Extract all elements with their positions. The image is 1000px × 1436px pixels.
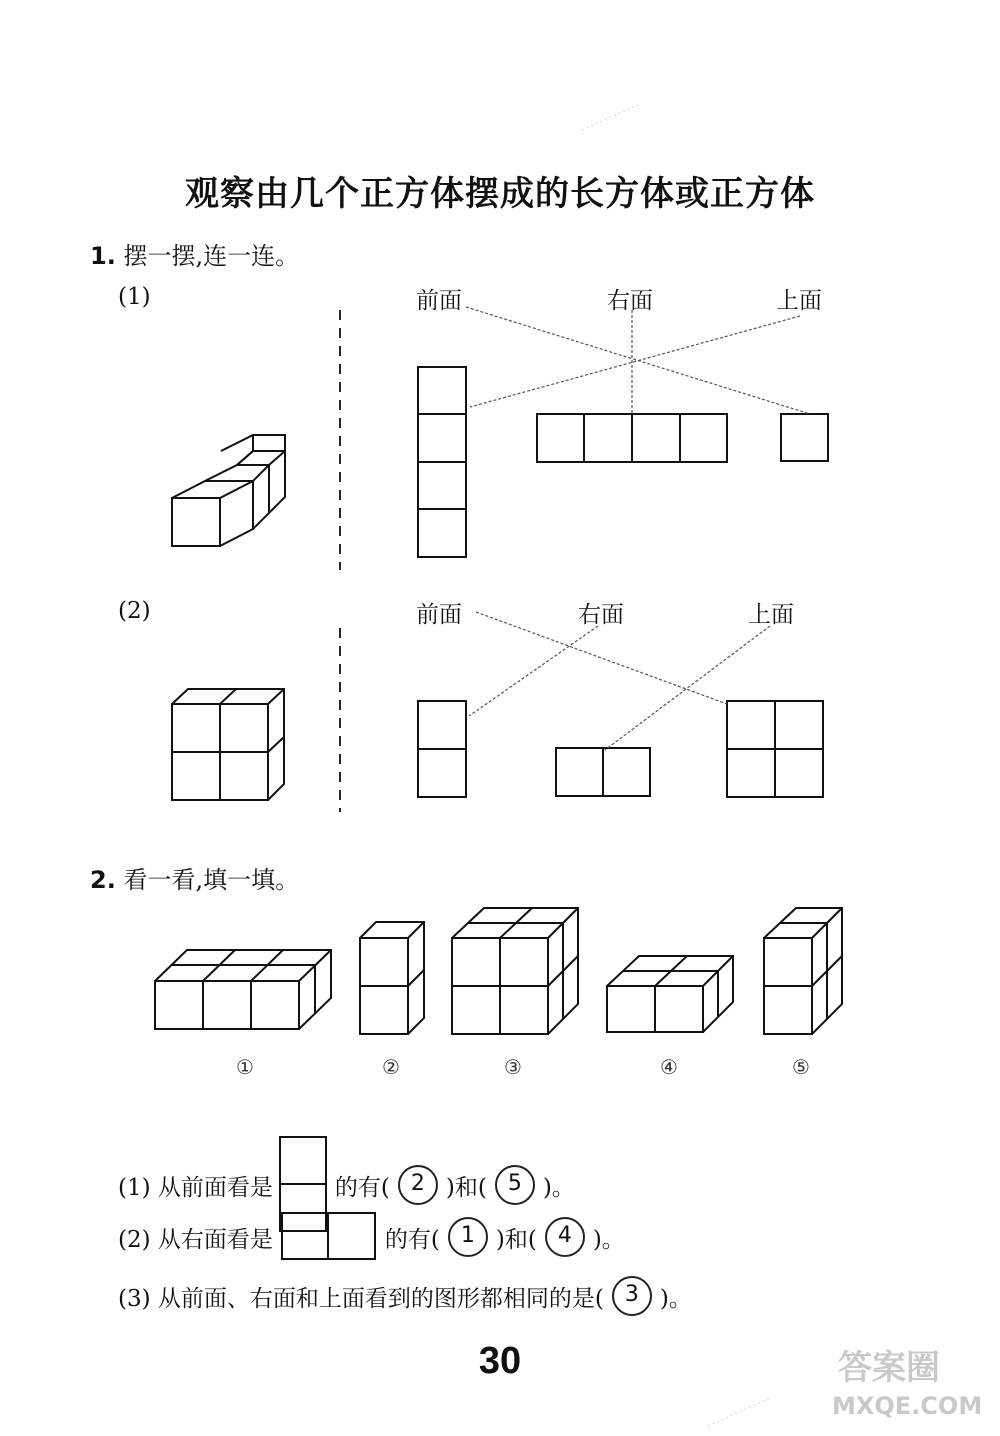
- connector-front-2: [476, 612, 727, 704]
- q2-line-3-answer[interactable]: 3: [612, 1276, 652, 1316]
- q2-line-2-answer-1[interactable]: 1: [448, 1217, 488, 1257]
- q2-line-2-answer-2[interactable]: 4: [545, 1217, 585, 1257]
- watermark-url: MXQE.COM: [832, 1392, 983, 1420]
- q2-figure-4: [607, 956, 733, 1032]
- q2-line-2-mid: 的有(: [384, 1226, 440, 1253]
- q2-line-2: [118, 1212, 625, 1262]
- question-1-number: 1.: [90, 242, 116, 270]
- q2-line-1-mid: 的有(: [334, 1174, 390, 1201]
- view-right-label-1: 右面: [607, 288, 653, 314]
- question-2-header: [90, 860, 299, 895]
- question-2-text: 看一看,填一填。: [123, 866, 300, 894]
- view-front-label-1: 前面: [416, 288, 462, 314]
- question-2-number: 2.: [90, 866, 116, 894]
- q2-figure-3-label: ③: [504, 1055, 522, 1079]
- part-2-view-row-2: [556, 748, 650, 796]
- page-number: 30: [478, 1340, 522, 1382]
- part-1-solid-figure: [172, 435, 285, 546]
- q2-line-2-prefix: (2) 从右面看是: [118, 1226, 273, 1253]
- view-top-label-2: 上面: [748, 602, 794, 628]
- part-1-view-column-4: [418, 367, 466, 557]
- view-top-label-1: 上面: [776, 288, 822, 314]
- q2-line-1-answer-2[interactable]: 5: [495, 1165, 535, 1205]
- view-front-label-2: 前面: [416, 602, 462, 628]
- connector-top-1: [470, 316, 800, 407]
- q2-line-3: [118, 1276, 692, 1316]
- page-title: 观察由几个正方体摆成的长方体或正方体: [185, 174, 815, 214]
- q2-line-3-end: )。: [659, 1285, 692, 1312]
- question-1-text: 摆一摆,连一连。: [123, 242, 300, 270]
- part-1-view-row-4: [537, 414, 727, 462]
- connector-front-1: [466, 307, 810, 414]
- q2-figure-2-label: ②: [382, 1055, 400, 1079]
- q2-figure-5-label: ⑤: [792, 1055, 810, 1079]
- connector-right-2: [469, 626, 598, 716]
- q2-figure-4-label: ④: [660, 1055, 678, 1079]
- part-2-label: (2): [118, 598, 151, 624]
- part-1-view-single-square: [781, 414, 828, 461]
- q2-line-1-prefix: (1) 从前面看是: [118, 1174, 273, 1201]
- q2-figure-3: [452, 908, 578, 1034]
- view-right-label-2: 右面: [578, 602, 624, 628]
- part-2-view-column-2: [418, 701, 466, 797]
- watermark-logo: 答案圈: [838, 1348, 940, 1388]
- q2-line-3-prefix: (3) 从前面、右面和上面看到的图形都相同的是(: [118, 1285, 604, 1312]
- q2-line-1-answer-1[interactable]: 2: [398, 1165, 438, 1205]
- q2-line-2-and: )和(: [495, 1226, 537, 1253]
- q2-line-2-end: )。: [592, 1226, 625, 1253]
- q2-figure-5: [764, 908, 842, 1034]
- part-2-solid-figure: [172, 689, 284, 800]
- q2-figure-2: [360, 922, 424, 1034]
- q2-figure-1: [155, 950, 331, 1029]
- q2-line-1-end: )。: [542, 1174, 575, 1201]
- q2-line-2-shape-icon: [281, 1212, 377, 1262]
- connector-top-2: [605, 626, 770, 750]
- part-1-label: (1): [118, 284, 151, 310]
- part-2-view-square-2x2: [727, 701, 823, 797]
- q2-line-1-and: )和(: [445, 1174, 487, 1201]
- q2-figure-1-label: ①: [236, 1055, 254, 1079]
